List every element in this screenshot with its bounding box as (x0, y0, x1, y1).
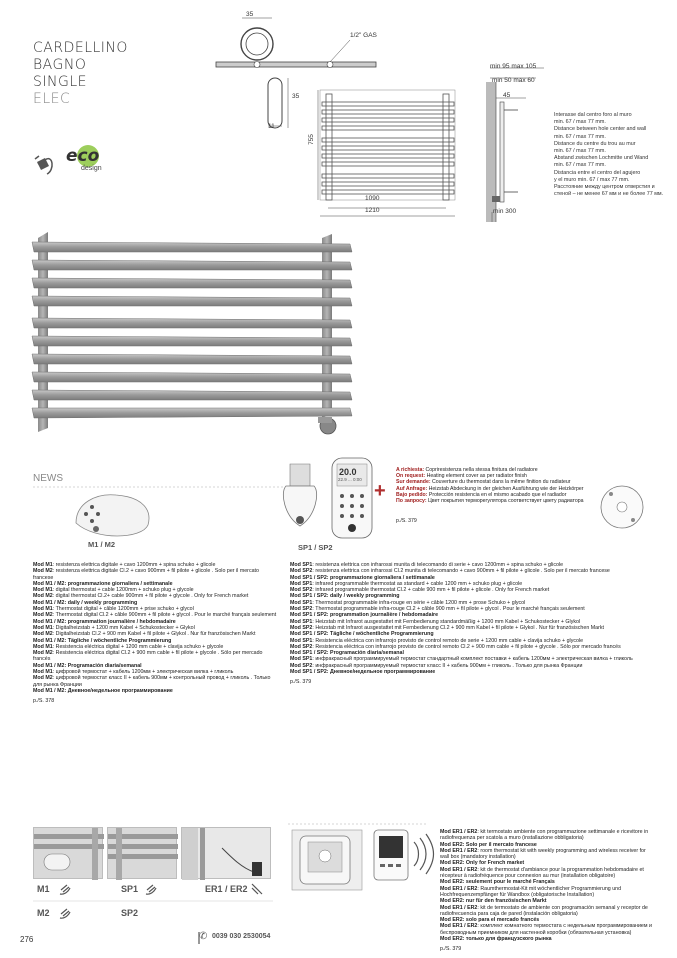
m-thermostat-device (66, 483, 156, 543)
title-line-4: ELEC (33, 91, 71, 107)
request-row: Auf Anfrage: Heizstab Abdeckung in der gleichen Ausführung wie der Heizkörper (396, 485, 584, 492)
m-label: M1 / M2 (88, 540, 116, 549)
note-line: min. 67 / max 77 mm. (554, 162, 606, 169)
eco-design-logo (33, 140, 128, 185)
spec-row: Mod ER2: Solo per il mercato francese (440, 841, 537, 848)
spec-row: Mod SP1: Thermostat programmable infra-rouge en série + câble 1200 mm + prose Schuko + glycol (290, 599, 526, 606)
spec-row: Mod SP2: Heizstab mit Infrarot ausgestattet mit Fernbedienung Cl.2 + 900 mm Kabel + fil pilote + Glykol . Nur für französischen Markt (290, 624, 604, 631)
page-ref-378: p./S. 378 (33, 698, 55, 705)
request-row: On request: Heating element cover as per radiator finish (396, 473, 527, 480)
spec-row: Mod SP1 / SP2: Programación diaria/semanal (290, 650, 404, 657)
spec-sp-block (290, 562, 650, 686)
spec-row: Mod M2: Thermostat digital Cl.2 + câble 900mm + fil pilote + glycol . Pour le marché français seulement (33, 612, 277, 619)
spec-row: Mod SP2: Resistencia eléctrica con infrarrojo provisto de control remoto Cl.2 + 900 mm cable + fil pilote + glycole . Sólo por mercado francés (290, 643, 621, 650)
wall-section-drawing (478, 62, 550, 222)
spec-row: Mod M1: цифровой термостат + кабель 1200мм + электрическая вилка + гликоль (33, 669, 234, 676)
wire-icon (250, 882, 264, 896)
spec-row: Mod M1 / M2: Programación diaria/semanal (33, 662, 142, 669)
technical-drawing (210, 10, 470, 220)
plus-icon: + (374, 480, 386, 502)
spec-row: Mod M1 / M2: Tägliche / wöchentliche Programmierung (33, 637, 172, 644)
thumb-label-m2: M2 (37, 908, 50, 918)
spec-row: Mod SP2: infrared programmable thermostat Cl.2 + cable 900 mm + fil pilote + glicole . Only for French market (290, 587, 550, 594)
request-row: Sur demande: Couverture du thermostat dans la même finition du radiateur (396, 479, 571, 486)
thumb-label-sp1: SP1 (121, 884, 139, 894)
spec-row: Mod ER1 / ER2: kit de thermostat d'ambiance pour la programmation hebdomadaire et récepteur à radiofréquence pour connexion au mur (installation obligatoire) (440, 866, 644, 880)
spec-row: Mod M1: Resistencia eléctrica digital + 1200 mm cable + clavija schuko + glycole (33, 643, 224, 650)
dim-11: 11 (268, 123, 275, 130)
note-line: стеной – не менее 67 мм и не более 77 мм. (554, 191, 664, 198)
spec-m-block (33, 562, 278, 705)
spec-row: Mod ER2: seulement pour le marché Français (440, 879, 555, 886)
note-line: Distancia entre el centro del agujero (554, 169, 641, 176)
spec-row: Mod SP1 / SP2: Дневное/недельное программирование (290, 669, 436, 676)
thumb-label-er: ER1 / ER2 (205, 884, 248, 894)
page-ref-379a: p./S. 379 (396, 518, 417, 524)
note-line: Interasse dal centro foro al muro (554, 112, 632, 118)
spec-row: Mod SP1: resistenza elettrica con infrarossi munita di telecomando di serie + cavo 1200mm + spina schuko + glicole (290, 562, 564, 568)
er-divider (288, 823, 428, 825)
spec-row: Mod SP2: инфракрасный программируемый термостат класс II + кабель 900мм + гликоль . Только для рынка Франции (290, 662, 583, 669)
phone-icon: ✆ (199, 931, 208, 942)
er-kit-image (290, 828, 440, 908)
thumb-m1-image (34, 828, 104, 880)
dim-min300: min 300 (493, 208, 517, 215)
note-line: Distance du centre du trou au mur (554, 140, 636, 147)
spec-row: Mod M1: Thermostat digital + câble 1200mm + prise schuko + glycol (33, 606, 194, 613)
spec-row: Mod M2: resistenza elettrica digitale Cl.2 + cavo 900mm + fil pilote + glicole . Solo per il mercato francese (33, 568, 259, 581)
plug-icon (58, 906, 72, 920)
note-line: min. 67 / max 77 mm. (554, 119, 606, 126)
installation-notes (554, 112, 669, 198)
spec-row: Mod SP1: infrared programmable thermostat as standard + cable 1200 mm + schuko plug + glicole (290, 580, 523, 587)
spec-row: Mod M2: Digitalheizstab Cl.2 + 900 mm Kabel + fil pilote + Glykol . Nur für französischen Markt (33, 631, 256, 638)
spec-row: Mod ER2: solo para el mercado francés (440, 917, 540, 924)
dim-35-top: 35 (246, 11, 254, 18)
spec-row: Mod SP1 / SP2: programmazione giornaliera / settimanale (290, 574, 435, 581)
spec-row: Mod SP1: инфракрасный программируемый термостат стандартный комплект поставки + кабель 1200мм + электрическая вилка + гликоль (290, 656, 633, 663)
spec-er-block (440, 829, 655, 953)
spec-row: Mod ER1 / ER2: kit termostato ambiente con programmazione settimanale e ricevitore in radiofrequenza per scatola a muro (installazione obbligatoria) (440, 829, 649, 842)
spec-row: Mod M2: цифровой термостат класс II + кабель 900мм + контрольный провод + гликоль . Только для рынка Франции (33, 675, 271, 688)
sp-thermostat-device (270, 456, 380, 546)
spec-row: Mod M2: digital thermostat Cl.2+ cable 900mm + fil pilote + glycole . Only for French market (33, 593, 249, 600)
thumb-divider (33, 900, 273, 902)
note-line: Abstand zwischen Lochmitte und Wand (554, 155, 649, 162)
spec-row: Mod SP1 / SP2: daily / weekly programming (290, 593, 400, 600)
dim-1210: 1210 (365, 207, 380, 214)
title-line-3: SINGLE (33, 74, 87, 90)
note-line: y el muro min. 67 / max 77 mm. (554, 176, 630, 183)
request-row: Bajo pedido: Protección resistencia en el mismo acabado que el radiador (396, 491, 567, 498)
on-request-block (396, 467, 601, 504)
thumb-m1 (33, 827, 103, 879)
cover-plate (597, 482, 647, 532)
dim-755: 755 (307, 134, 315, 145)
note-line: min. 67 / max 77 mm. (554, 133, 606, 140)
display-sub: 22.9 ... 0:00 (338, 477, 362, 482)
eco-word: eco (66, 146, 100, 166)
request-row: По запросу: Цвет покрытия терморегулятора соответствует цвету радиатора (396, 498, 584, 505)
spec-row: Mod ER2: nur für den französischen Markt (440, 898, 547, 905)
spec-row: Mod SP1: Heizstab mit Infrarot ausgestattet mit Fernbedienung standardmäßig + 1200 mm Kabel + Schukostecker + Glykol (290, 618, 581, 625)
spec-row: Mod ER1 / ER2: комплект комнатного термостата с недельным программированием и беспроводным приемником для настенной коробки (обязательная установка) (440, 923, 652, 936)
phone-number[interactable]: 0039 030 2530054 (212, 933, 271, 940)
note-line: Distance between hole center and wall (554, 126, 647, 133)
page-ref-379b: p./S. 379 (290, 679, 312, 686)
plug-icon (58, 882, 72, 896)
title-line-2: BAGNO (33, 57, 87, 73)
eco-sub: design (81, 165, 102, 172)
spec-row: Mod ER1 / ER2: room thermostat kit with weekly programming and wireless receiver for wall box (mandatory installation) (440, 847, 646, 861)
radiator-photo (30, 232, 360, 442)
dim-45: 45 (503, 92, 511, 99)
thumb-sp1-image (108, 828, 178, 880)
dim-min50: min 50 max 60 (492, 77, 535, 84)
spec-row: Mod ER2: только для французского рынка (440, 936, 552, 943)
note-line: Расстояние между центром отверстия и (554, 184, 655, 191)
spec-row: Mod SP2: Thermostat programmable infra-rouge Cl.2 + câble 900 mm + fil pilote + glycol . Pour le marché français seulement (290, 606, 585, 613)
note-line: min. 67 / max 77 mm. (554, 148, 606, 155)
spec-row: Mod M1: Digitalheizstab + 1200 mm Kabel + Schukostecker + Glykol (33, 624, 195, 631)
spec-row: Mod SP1: Resistencia eléctrica con infrarrojo provisto de control remoto de serie + 1200 mm cable + clavija schuko + glycole (290, 637, 584, 644)
thumb-er-image (182, 828, 272, 880)
spec-row: Mod M1 / M2: daily / weekly programming (33, 599, 138, 606)
spec-row: Mod SP1 / SP2: programmation journalière / hebdomadaire (290, 612, 439, 619)
spec-row: Mod SP2: resistenza elettrica con infrarossi Cl.2 munita di telecomando + cavo 900mm + fil pilote + glicole . Solo per il mercato francese (290, 568, 610, 575)
spec-row: Mod ER1 / ER2: kit de termostato de ambiente con programación semanal y receptor de radiofrecuencia para caja de pared (instalación obligatoria) (440, 904, 648, 917)
spec-row: Mod SP1 / SP2: Tägliche / wöchentliche Programmierung (290, 631, 434, 638)
title-line-1: CARDELLINO (33, 40, 128, 56)
spec-row: Mod ER2: Only for French market (440, 860, 525, 867)
dim-1090: 1090 (365, 195, 380, 202)
thumb-label-sp2: SP2 (121, 908, 139, 918)
dim-35-side: 35 (292, 93, 300, 100)
sp-label: SP1 / SP2 (298, 543, 333, 552)
thumb-sp1 (107, 827, 177, 879)
request-row: A richiesta: Copriresistenza nella stessa finitura del radiatore (396, 467, 538, 473)
spec-row: Mod M1 / M2: programmation journalière / hebdomadaire (33, 618, 176, 625)
spec-row: Mod ER1 / ER2: Raumthermostat-Kit mit wöchentlicher Programmierung und Hochfrequenzempfänger für Wandbox (obligatorische Installation) (440, 885, 622, 898)
spec-row: Mod M1: digital thermostat + cable 1200mm + schuko plug + glycole (33, 587, 194, 594)
page-ref-379c: p./S. 379 (440, 946, 462, 953)
spec-row: Mod M1: resistenza elettrica digitale + cavo 1200mm + spina schuko + glicole (33, 562, 216, 568)
thumb-er (181, 827, 271, 879)
spec-row: Mod M2: Resistencia eléctrica digital Cl.2 + 900 mm cable + fil pilote + glycole . Sólo per mercado francés (33, 650, 263, 663)
news-label: NEWS (33, 473, 63, 484)
plug-icon (144, 882, 158, 896)
dim-min95: min 95 max 105 (490, 63, 537, 70)
thumb-label-m1: M1 (37, 884, 50, 894)
phone-box (198, 932, 276, 944)
spec-row: Mod M1 / M2: Дневное/недельное программирование (33, 687, 173, 694)
spec-row: Mod M1 / M2: programmazione giornaliera / settimanale (33, 580, 173, 587)
dim-gas: 1/2" GAS (350, 32, 377, 39)
display-temp: 20.0 (339, 467, 357, 477)
page-number: 276 (20, 935, 34, 944)
